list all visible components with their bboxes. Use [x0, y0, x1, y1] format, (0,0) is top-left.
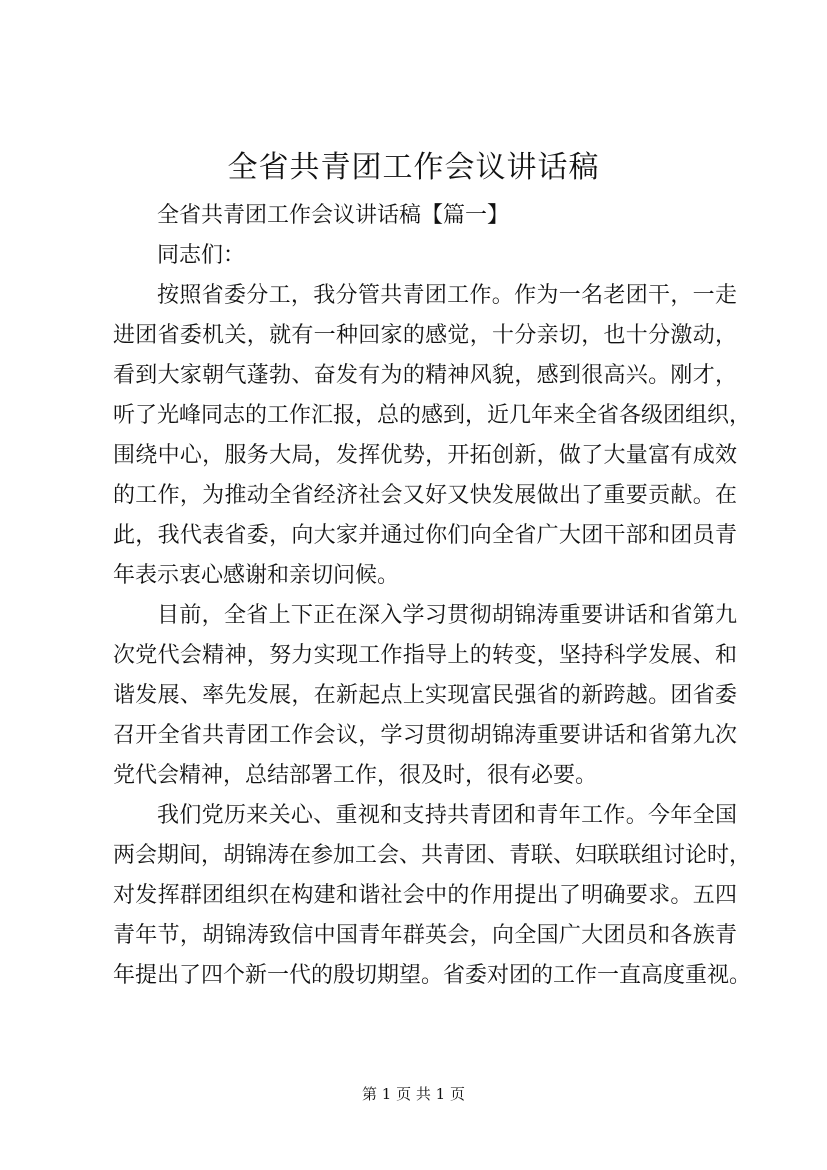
- document-title: 全省共青团工作会议讲话稿: [227, 150, 600, 185]
- paragraph-1-line-7: 此，我代表省委，向大家并通过你们向全省广大团干部和团员青: [113, 523, 737, 548]
- paragraph-2-line-4: 召开全省共青团工作会议，学习贯彻胡锦涛重要讲话和省第九次: [113, 723, 737, 748]
- paragraph-2-line-2: 次党代会精神，努力实现工作指导上的转变，坚持科学发展、和: [113, 643, 737, 668]
- document-body: [113, 196, 752, 996]
- paragraph-2-line-1: 目前，全省上下正在深入学习贯彻胡锦涛重要讲话和省第九: [157, 603, 737, 628]
- paragraph-2-line-3: 谐发展、率先发展，在新起点上实现富民强省的新跨越。团省委: [113, 683, 737, 708]
- paragraph-3-line-3: 对发挥群团组织在构建和谐社会中的作用提出了明确要求。五四: [113, 883, 737, 908]
- page-number-footer: 第 1 页 共 1 页: [362, 1085, 465, 1103]
- paragraph-2-line-5: 党代会精神，总结部署工作，很及时，很有必要。: [113, 763, 598, 788]
- paragraph-1-line-1: 按照省委分工，我分管共青团工作。作为一名老团干，一走: [157, 283, 737, 308]
- paragraph-3-line-4: 青年节，胡锦涛致信中国青年群英会，向全国广大团员和各族青: [113, 923, 737, 948]
- paragraph-1-line-6: 的工作，为推动全省经济社会又好又快发展做出了重要贡献。在: [113, 483, 737, 508]
- paragraph-3-line-2: 两会期间，胡锦涛在参加工会、共青团、青联、妇联联组讨论时，: [113, 843, 752, 868]
- paragraph-3-line-1: 我们党历来关心、重视和支持共青团和青年工作。今年全国: [157, 803, 737, 828]
- paragraph-1-line-2: 进团省委机关，就有一种回家的感觉，十分亲切，也十分激动，: [113, 323, 737, 348]
- salutation: 同志们：: [157, 243, 246, 268]
- paragraph-1-line-3: 看到大家朝气蓬勃、奋发有为的精神风貌，感到很高兴。刚才，: [113, 363, 737, 388]
- paragraph-1-line-5: 围绕中心，服务大局，发挥优势，开拓创新，做了大量富有成效: [113, 443, 737, 468]
- paragraph-3-line-5: 年提出了四个新一代的殷切期望。省委对团的工作一直高度重视。: [113, 963, 752, 988]
- paragraph-1-line-8: 年表示衷心感谢和亲切问候。: [113, 563, 400, 588]
- document-subtitle: 全省共青团工作会议讲话稿【篇一】: [157, 203, 510, 228]
- paragraph-1-line-4: 听了光峰同志的工作汇报，总的感到，近几年来全省各级团组织，: [113, 403, 752, 428]
